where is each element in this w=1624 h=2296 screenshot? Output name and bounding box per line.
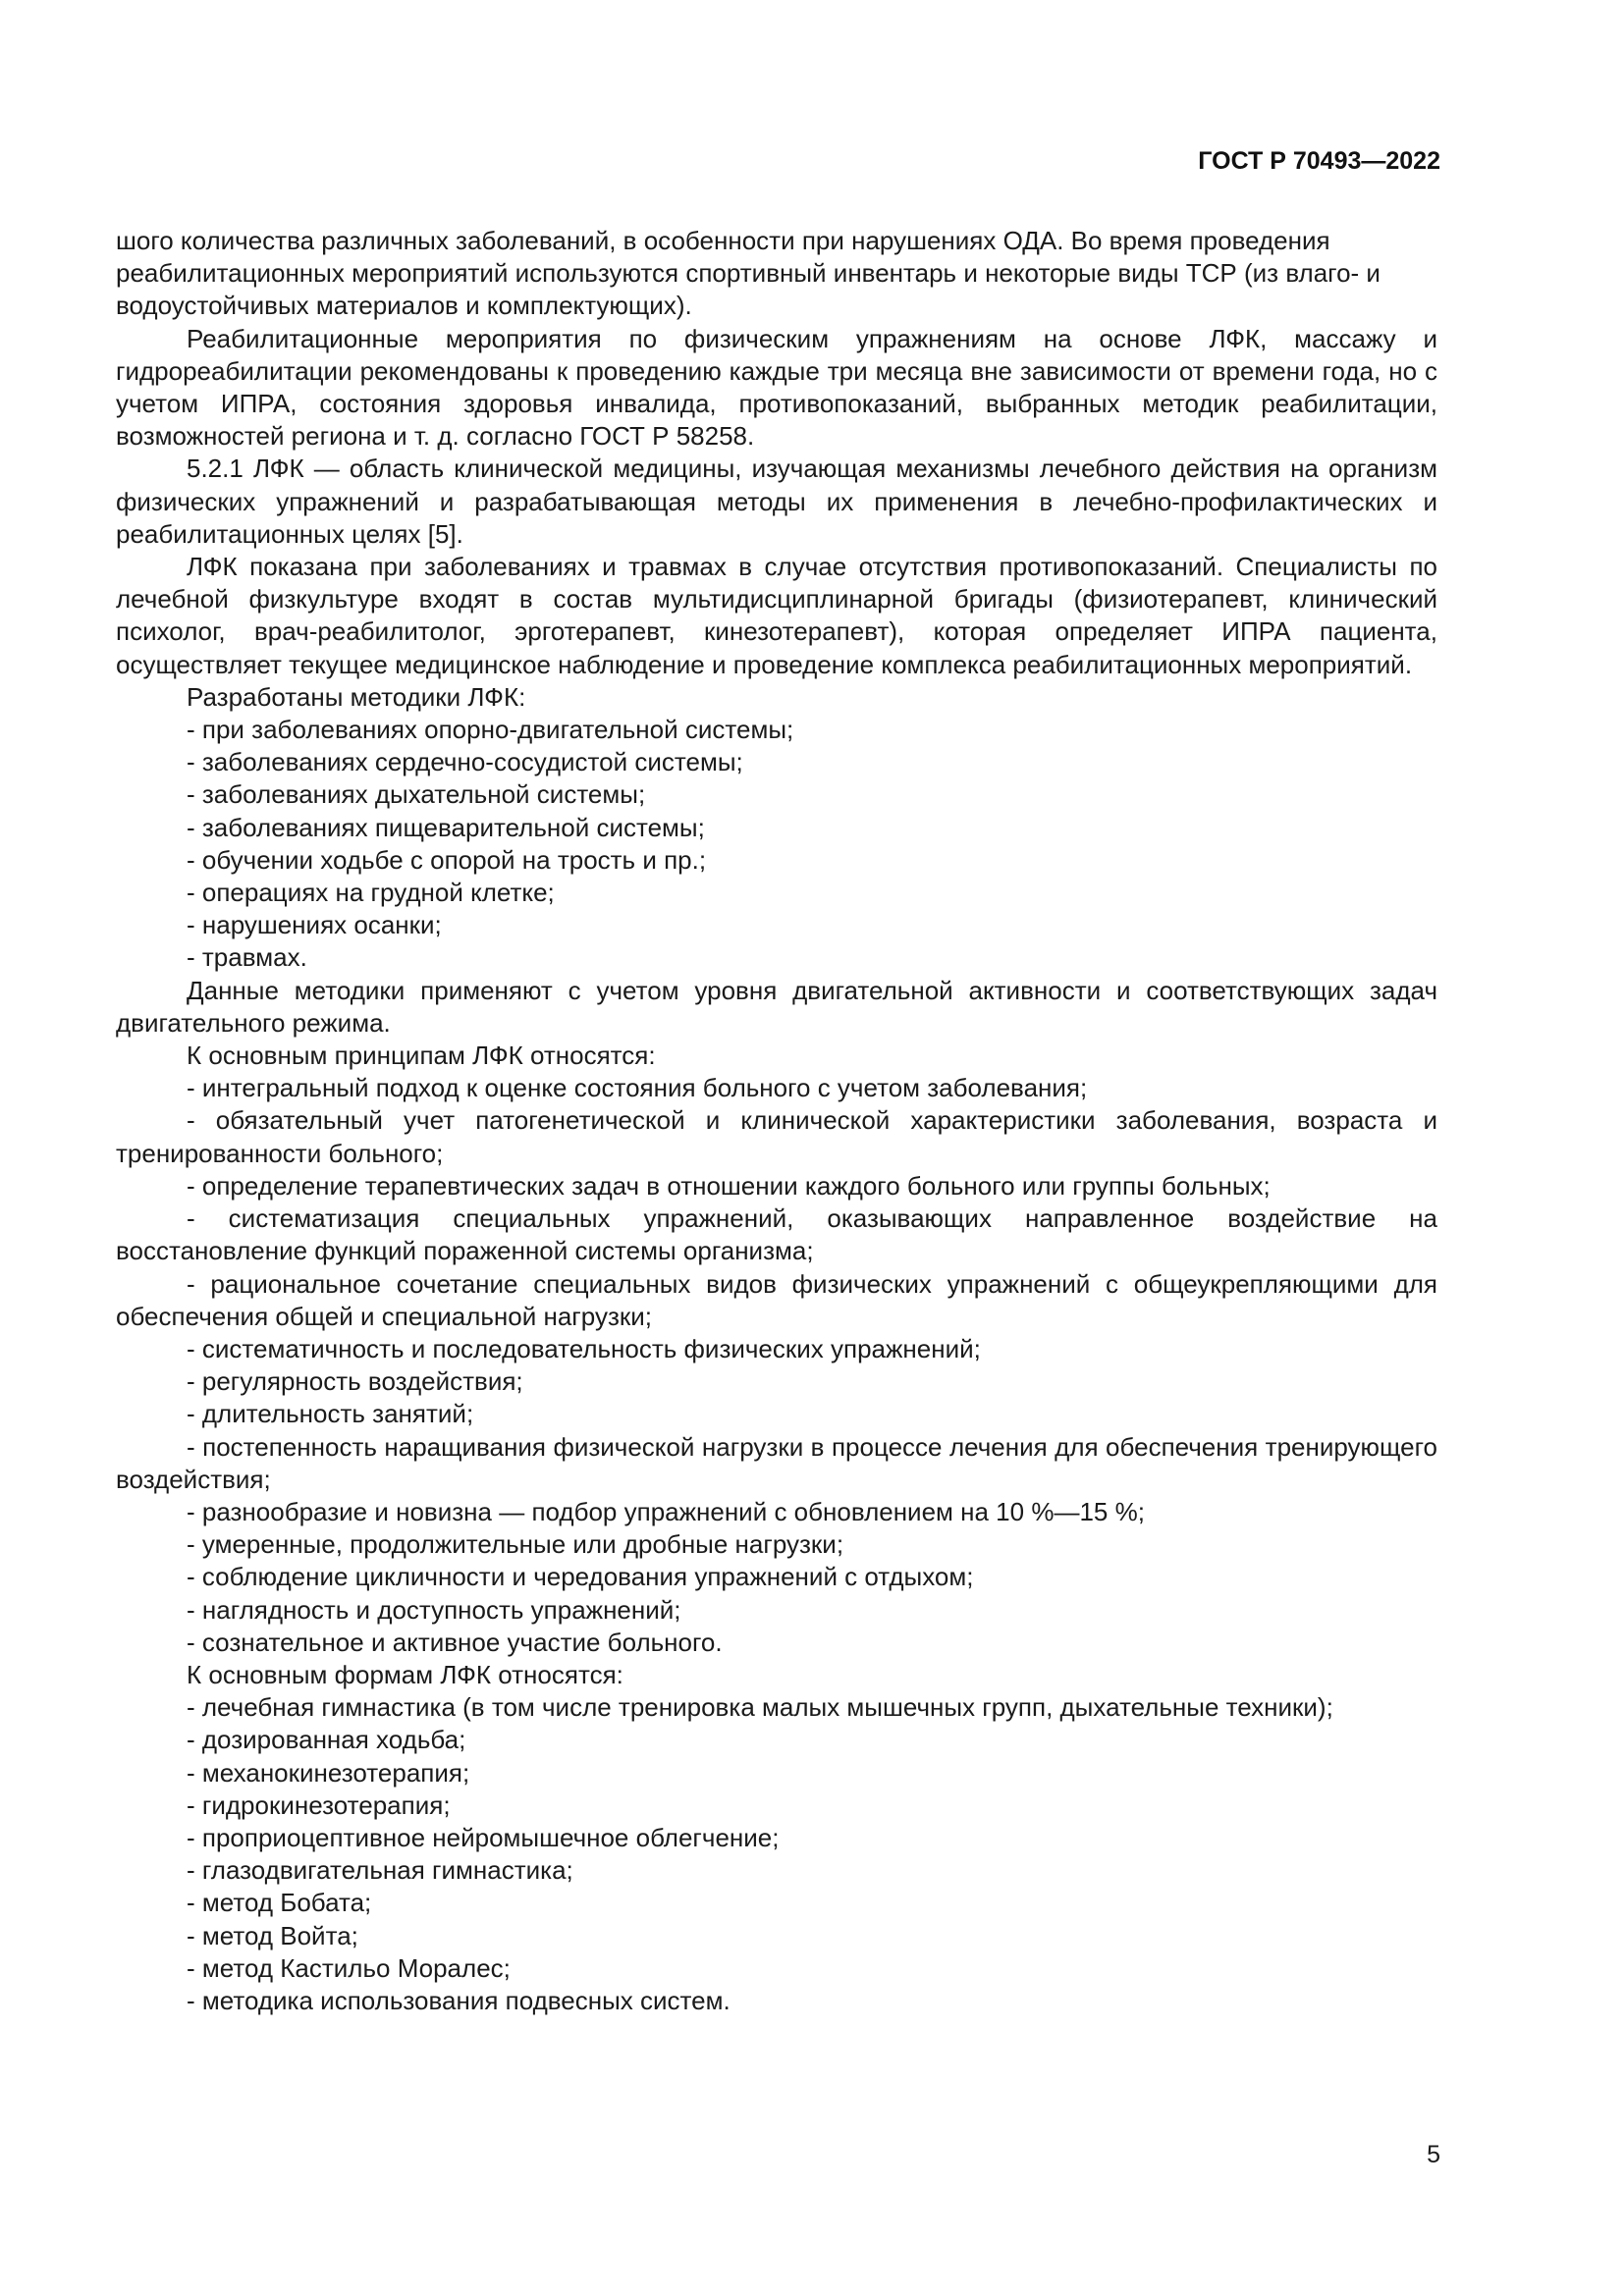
list-item: - лечебная гимнастика (в том числе тренировка малых мышечных групп, дыхательные техники); [187, 1692, 1333, 1723]
list-item: - рациональное сочетание специальных видов физических упражнений с общеукрепляющими для обеспечения общей и специальной нагрузки; [116, 1268, 1437, 1331]
list-item: - при заболеваниях опорно-двигательной системы; [187, 715, 794, 745]
list-item: - методика использования подвесных систем. [187, 1985, 731, 2015]
list-item: - систематичность и последовательность физических упражнений; [187, 1333, 981, 1363]
list-item: - регулярность воздействия; [187, 1366, 523, 1397]
page-number: 5 [1427, 2141, 1440, 2168]
paragraph: ЛФК показана при заболеваниях и травмах в случае отсутствия противопоказаний. Специалисты по лечебной физкультуре входят в состав мультидисциплинарной бригады (физиотерапевт, клинический психолог, врач-реабилитолог, эрготерапевт, кинезотерапевт), которая определяет ИПРА пациента, осуществляет текущее медицинское наблюдение и проведение комплекса реабилитационных мероприятий. [116, 552, 1437, 679]
list-item: - систематизация специальных упражнений, оказывающих направленное воздействие на восстановление функций пораженной системы организма; [116, 1203, 1437, 1266]
list-item: - заболеваниях дыхательной системы; [187, 779, 646, 810]
paragraph: Реабилитационные мероприятия по физическим упражнениям на основе ЛФК, массажу и гидрореабилитации рекомендованы к проведению каждые три месяца вне зависимости от времени года, но с учетом ИПРА, состояния здоровья инвалида, противопоказаний, выбранных методик реабилитации, возможностей региона и т. д. согласно ГОСТ Р 58258. [116, 323, 1437, 452]
paragraph: Данные методики применяют с учетом уровня двигательной активности и соответствующих задач двигательного режима. [116, 975, 1437, 1038]
list-item: - умеренные, продолжительные или дробные нагрузки; [187, 1529, 844, 1560]
list-item: - разнообразие и новизна — подбор упражнений с обновлением на 10 %—15 %; [187, 1496, 1145, 1526]
list-item: - гидрокинезотерапия; [187, 1789, 451, 1820]
paragraph: К основным формам ЛФК относятся: [187, 1659, 623, 1689]
paragraph: 5.2.1 ЛФК — область клинической медицины, изучающая механизмы лечебного действия на организм физических упражнений и разрабатывающая методы их применения в лечебно-профилактических и реабилитационных целях [5]. [116, 454, 1437, 549]
paragraph: К основным принципам ЛФК относятся: [187, 1041, 656, 1071]
list-item: - метод Войта; [187, 1920, 358, 1950]
list-item: - обязательный учет патогенетической и клинической характеристики заболевания, возраста и тренированности больного; [116, 1105, 1437, 1168]
list-item: - обучении ходьбе с опорой на трость и пр.; [187, 844, 707, 875]
paragraph: шого количества различных заболеваний, в особенности при нарушениях ОДА. Во время проведения реабилитационных мероприятий используются спортивный инвентарь и некоторые виды ТСР (из влаго- и водоустойчивых материалов и комплектующих). [116, 226, 1380, 321]
paragraph: Разработаны методики ЛФК: [187, 681, 526, 712]
document-body [116, 225, 1437, 2017]
list-item: - метод Бобата; [187, 1888, 372, 1918]
document-code-header: ГОСТ Р 70493—2022 [1198, 147, 1440, 175]
list-item: - травмах. [187, 942, 307, 973]
list-item: - соблюдение цикличности и чередования упражнений с отдыхом; [187, 1562, 974, 1592]
list-item: - длительность занятий; [187, 1399, 474, 1429]
list-item: - нарушениях осанки; [187, 910, 442, 940]
list-item: - метод Кастильо Моралес; [187, 1952, 511, 1983]
list-item: - операциях на грудной клетке; [187, 878, 555, 908]
list-item: - дозированная ходьба; [187, 1725, 466, 1755]
list-item: - наглядность и доступность упражнений; [187, 1594, 681, 1625]
list-item: - механокинезотерапия; [187, 1757, 470, 1788]
list-item: - сознательное и активное участие больного. [187, 1627, 723, 1657]
list-item: - проприоцептивное нейромышечное облегчение; [187, 1822, 780, 1852]
list-item: - определение терапевтических задач в отношении каждого больного или группы больных; [187, 1170, 1271, 1201]
list-item: - заболеваниях пищеварительной системы; [187, 812, 705, 842]
list-item: - постепенность наращивания физической нагрузки в процессе лечения для обеспечения тренирующего воздействия; [116, 1431, 1437, 1494]
list-item: - глазодвигательная гимнастика; [187, 1855, 573, 1886]
list-item: - интегральный подход к оценке состояния больного с учетом заболевания; [187, 1073, 1088, 1103]
list-item: - заболеваниях сердечно-сосудистой системы; [187, 747, 743, 777]
